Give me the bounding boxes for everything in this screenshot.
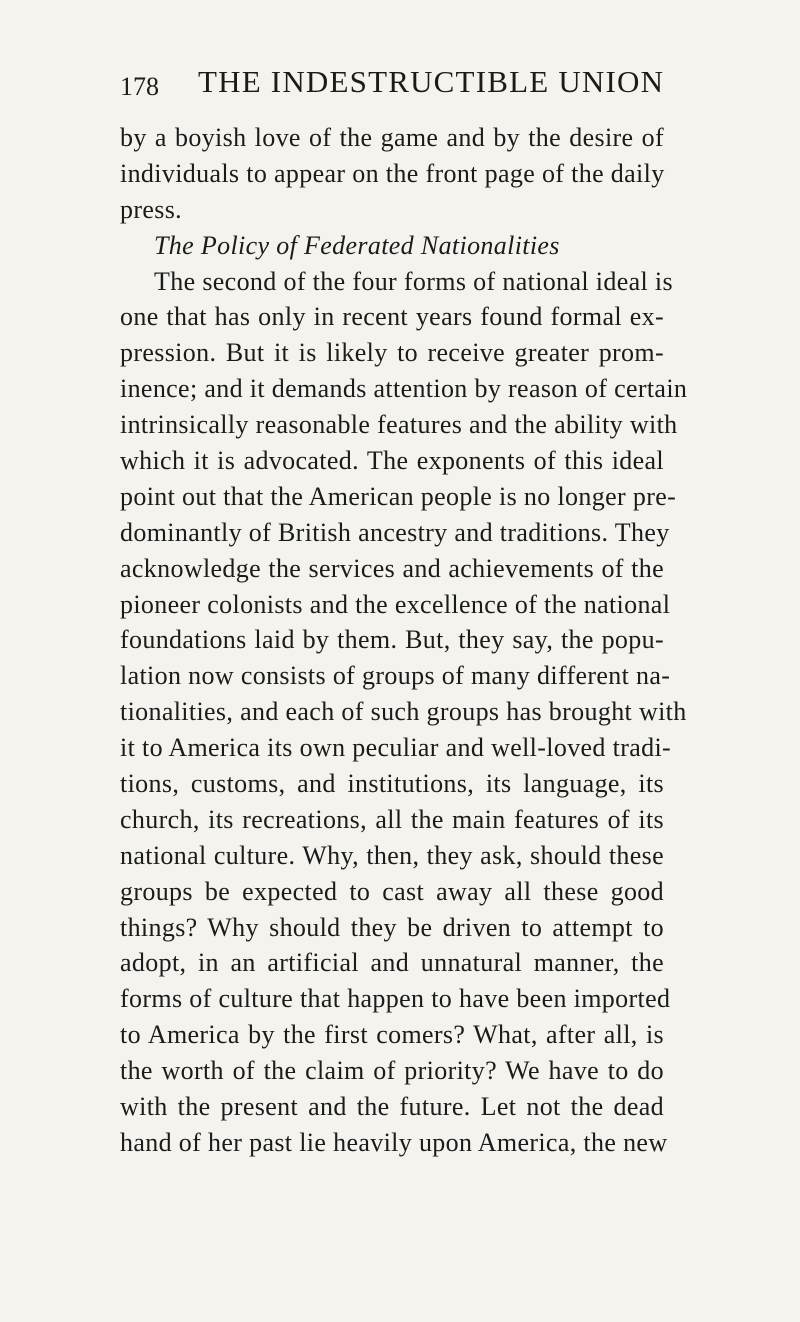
- text-line: inence; and it demands attention by reason of certain: [120, 374, 688, 404]
- text-line: lation now consists of groups of many different na-: [120, 661, 671, 691]
- text-line: with the present and the future. Let not the dead: [120, 1092, 664, 1122]
- text-line: dominantly of British ancestry and traditions. They: [120, 517, 670, 547]
- text-line: press.: [120, 194, 183, 224]
- text-line: intrinsically reasonable features and the ability with: [120, 410, 678, 440]
- text-line: forms of culture that happen to have been imported: [120, 984, 671, 1014]
- text-line: one that has only in recent years found formal ex-: [120, 302, 664, 332]
- text-line: pioneer colonists and the excellence of the national: [120, 589, 671, 619]
- text-line: individuals to appear on the front page of the daily: [120, 158, 665, 188]
- text-line: acknowledge the services and achievements of the: [120, 553, 664, 583]
- text-line: to America by the first comers? What, after all, is: [120, 1020, 664, 1050]
- text-line: national culture. Why, then, they ask, should these: [120, 840, 664, 870]
- text-line: foundations laid by them. But, they say, the popu-: [120, 625, 664, 655]
- text-line: point out that the American people is no longer pre-: [120, 481, 677, 511]
- text-line: tionalities, and each of such groups has brought with: [120, 697, 687, 727]
- text-line: things? Why should they be driven to attempt to: [120, 912, 664, 942]
- body-text: [120, 120, 688, 1161]
- text-line: church, its recreations, all the main features of its: [120, 804, 664, 834]
- text-line: adopt, in an artificial and unnatural manner, the: [120, 948, 664, 978]
- text-line: the worth of the claim of priority? We have to do: [120, 1056, 664, 1086]
- text-line: pression. But it is likely to receive greater prom-: [120, 338, 664, 368]
- page-number: 178: [120, 72, 159, 101]
- text-line: it to America its own peculiar and well-loved tradi-: [120, 733, 672, 763]
- text-line: which it is advocated. The exponents of this ideal: [120, 446, 664, 476]
- text-line: The second of the four forms of national ideal is: [154, 266, 673, 296]
- text-line: tions, customs, and institutions, its language, its: [120, 769, 664, 799]
- running-title: THE INDESTRUCTIBLE UNION: [198, 64, 665, 99]
- text-line: by a boyish love of the game and by the desire of: [120, 123, 664, 152]
- text-line: hand of her past lie heavily upon America, the new: [120, 1127, 668, 1157]
- running-head: [120, 64, 665, 114]
- section-heading: The Policy of Federated Nationalities: [154, 230, 560, 260]
- text-line: groups be expected to cast away all these good: [120, 876, 664, 906]
